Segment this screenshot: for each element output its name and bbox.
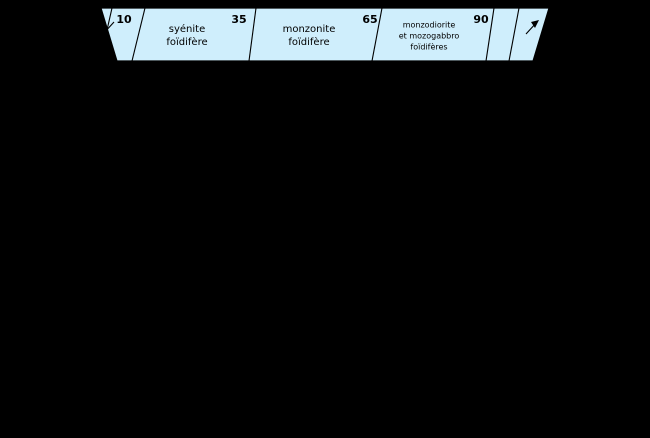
- field-syenite-foidifere-line-2: foïdifère: [166, 37, 208, 48]
- field-monzonite-foidifere-line-1: monzonite: [282, 24, 336, 35]
- field-syenite-foidifere-line-1: syénite: [168, 24, 206, 35]
- tick-10: 10: [116, 13, 132, 26]
- field-monzodiorite-line-1: monzodiorite: [402, 20, 456, 30]
- tick-65: 65: [362, 13, 378, 26]
- field-monzonite-foidifere-line-2: foïdifère: [288, 37, 330, 48]
- tick-35: 35: [231, 13, 247, 26]
- tick-90: 90: [473, 13, 489, 26]
- field-monzodiorite-line-3: foïdifères: [410, 42, 448, 52]
- field-monzodiorite-line-2: et mozogabbro: [398, 31, 460, 41]
